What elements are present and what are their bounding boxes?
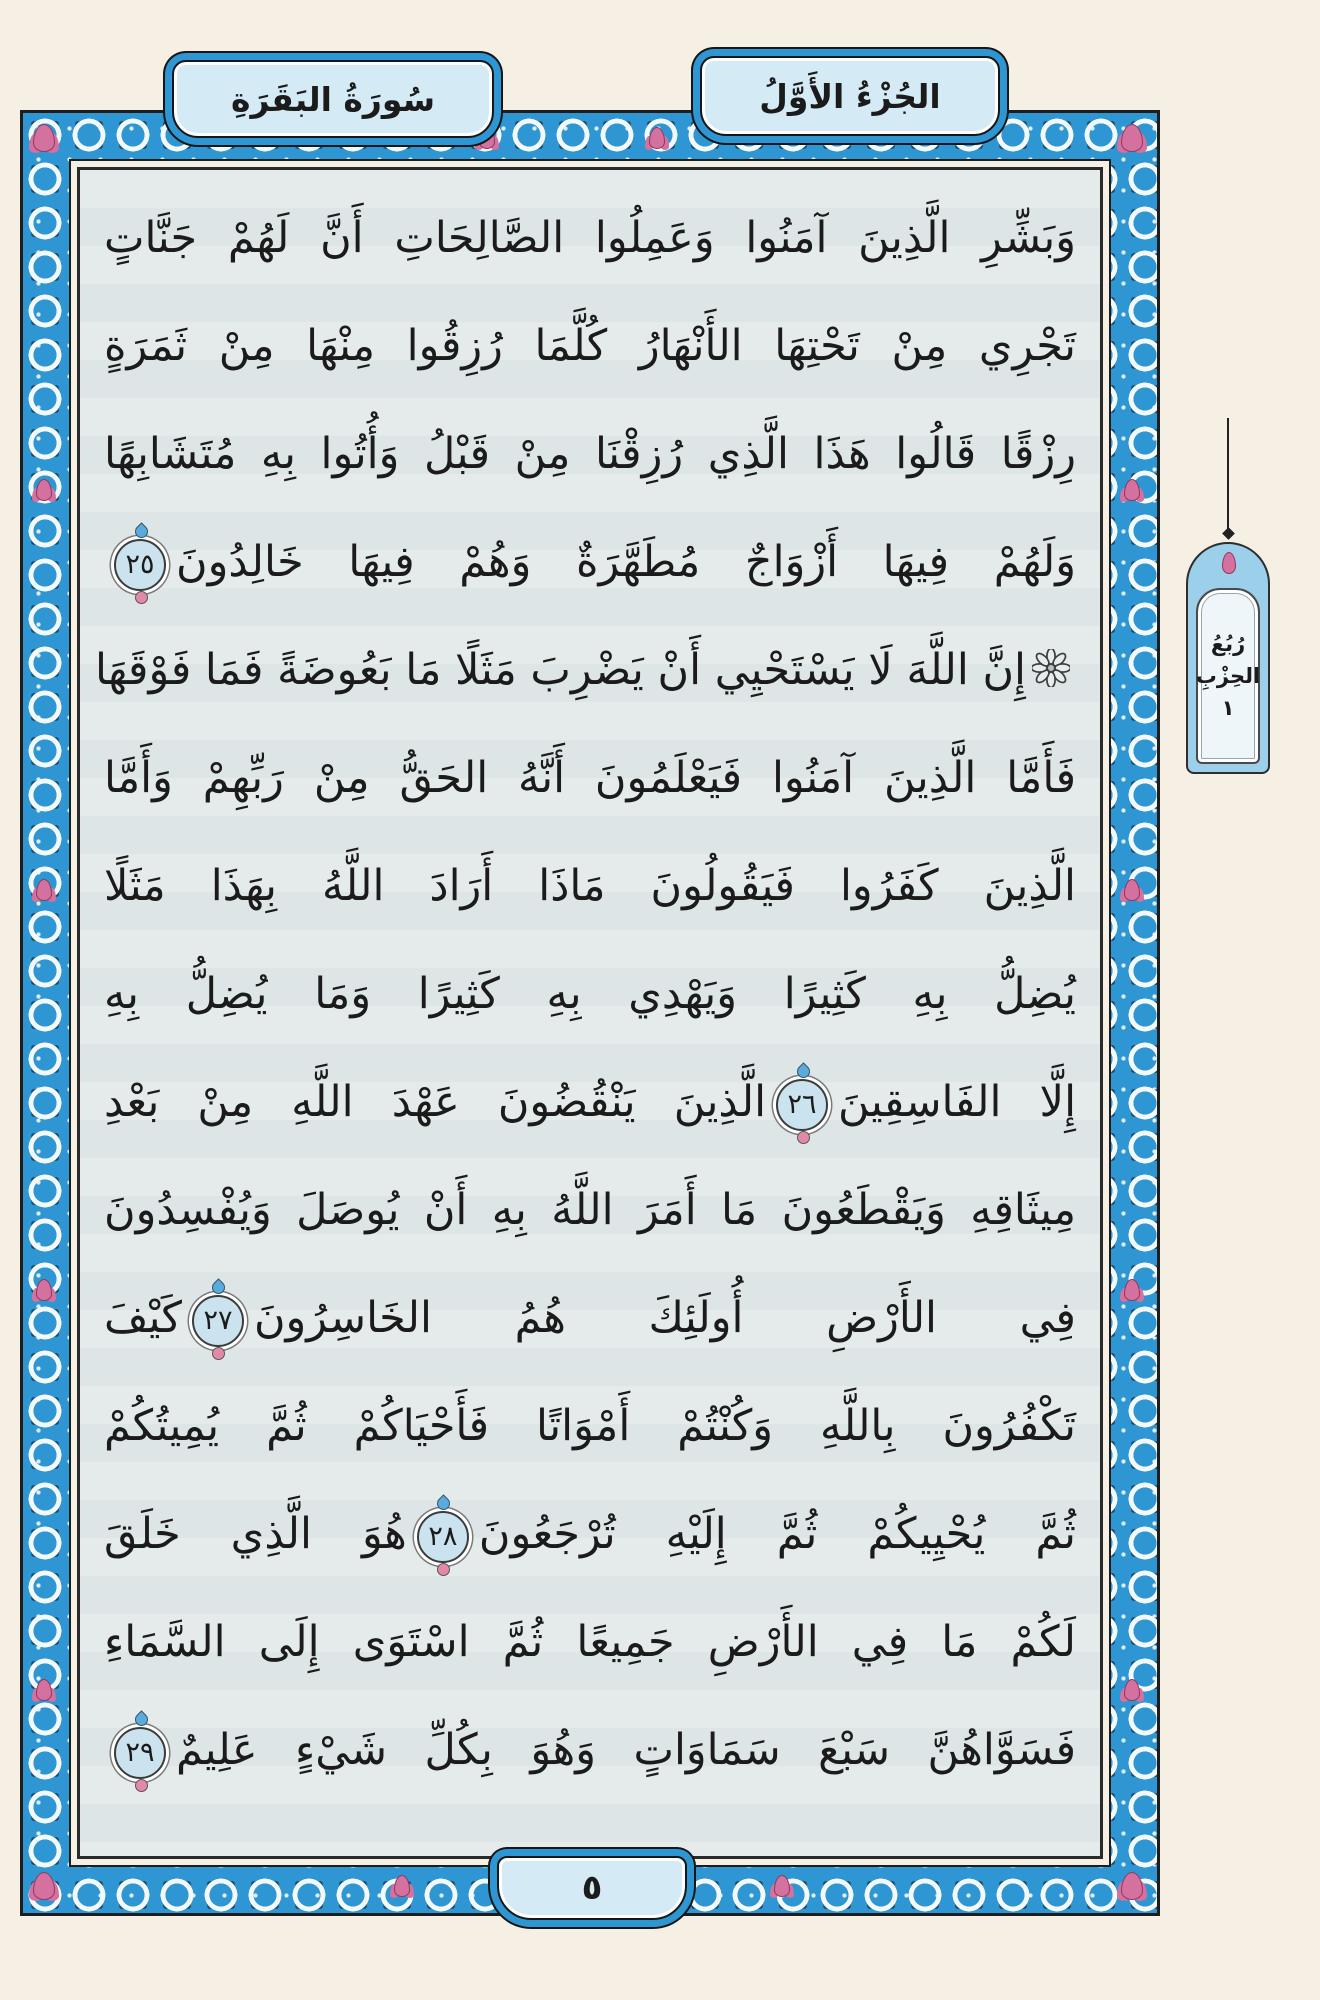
quran-line <box>104 1156 1076 1264</box>
quran-text: لَكُمْ مَا فِي الأَرْضِ جَمِيعًا ثُمَّ اسْتَوَى إِلَى السَّمَاءِ <box>104 1617 1076 1667</box>
ayah-marker: ٢٥ <box>114 539 166 591</box>
hizb-marker-word-2: الحِزْبِ <box>1195 663 1261 688</box>
quran-text: مِيثَاقِهِ وَيَقْطَعُونَ مَا أَمَرَ اللَّهُ بِهِ أَنْ يُوصَلَ وَيُفْسِدُونَ <box>104 1185 1076 1235</box>
page-number-label: ٥ <box>581 1868 603 1908</box>
quran-text: الَّذِينَ يَنْقُضُونَ عَهْدَ اللَّهِ مِنْ بَعْدِ <box>104 1077 767 1127</box>
quran-line <box>104 1588 1076 1696</box>
surah-name-cartouche <box>172 60 494 138</box>
border-inner-gap <box>69 159 1111 1867</box>
quran-text: إِنَّ اللَّهَ لَا يَسْتَحْيِي أَنْ يَضْرِبَ مَثَلًا مَا بَعُوضَةً فَمَا فَوْقَهَا <box>95 645 1026 695</box>
surah-name-label: سُورَةُ البَقَرَةِ <box>230 79 436 119</box>
quran-line <box>104 1372 1076 1480</box>
ayah-marker: ٢٩ <box>114 1727 166 1779</box>
quran-text-area <box>77 167 1103 1859</box>
quran-line <box>104 1264 1076 1372</box>
quran-line <box>104 508 1076 616</box>
flower-ornament-icon <box>1124 879 1140 901</box>
quran-line <box>104 940 1076 1048</box>
flower-ornament-icon <box>36 1279 52 1301</box>
quran-text: وَبَشِّرِ الَّذِينَ آمَنُوا وَعَمِلُوا الصَّالِحَاتِ أَنَّ لَهُمْ جَنَّاتٍ <box>104 213 1076 263</box>
hizb-marker-dome-icon <box>1186 542 1270 774</box>
quran-text: فَسَوَّاهُنَّ سَبْعَ سَمَاوَاتٍ وَهُوَ بِكُلِّ شَيْءٍ عَلِيمٌ <box>176 1725 1076 1775</box>
quran-text: تَجْرِي مِنْ تَحْتِهَا الأَنْهَارُ كُلَّمَا رُزِقُوا مِنْهَا مِنْ ثَمَرَةٍ <box>104 321 1076 371</box>
ornamental-border-frame <box>20 110 1160 1916</box>
quran-text: إِلَّا الفَاسِقِينَ <box>838 1077 1077 1127</box>
quran-line <box>95 616 1076 724</box>
page-number-cartouche <box>497 1856 687 1920</box>
hizb-marker-stem <box>1227 418 1229 536</box>
quran-line <box>104 832 1076 940</box>
quran-lines <box>95 184 1077 1804</box>
flower-ornament-icon <box>1124 1679 1140 1701</box>
quran-text: فِي الأَرْضِ أُولَئِكَ هُمُ الخَاسِرُونَ <box>253 1293 1076 1343</box>
flower-ornament-icon <box>36 479 52 501</box>
quran-line <box>104 1696 1076 1804</box>
quran-text: فَأَمَّا الَّذِينَ آمَنُوا فَيَعْلَمُونَ أَنَّهُ الحَقُّ مِنْ رَبِّهِمْ وَأَمَّا <box>104 753 1076 803</box>
quran-line <box>104 1480 1076 1588</box>
quran-text: تَكْفُرُونَ بِاللَّهِ وَكُنْتُمْ أَمْوَاتًا فَأَحْيَاكُمْ ثُمَّ يُمِيتُكُمْ <box>104 1401 1076 1451</box>
flower-ornament-icon <box>774 1875 790 1897</box>
flower-ornament-icon <box>36 1679 52 1701</box>
flower-ornament-icon <box>394 1875 410 1897</box>
hizb-quarter-marker <box>1186 418 1270 774</box>
ayah-marker: ٢٧ <box>192 1295 244 1347</box>
quran-line <box>104 1048 1076 1156</box>
quran-line <box>104 184 1076 292</box>
hizb-marker-word-1: رُبُعُ <box>1210 631 1246 656</box>
quran-text: ثُمَّ يُحْيِيكُمْ ثُمَّ إِلَيْهِ تُرْجَعُونَ <box>478 1509 1076 1559</box>
quran-line <box>104 292 1076 400</box>
quran-text: هُوَ الَّذِي خَلَقَ <box>104 1509 407 1559</box>
rub-el-hizb-star-icon <box>1032 619 1070 727</box>
quran-text: يُضِلُّ بِهِ كَثِيرًا وَيَهْدِي بِهِ كَثِيرًا وَمَا يُضِلُّ بِهِ <box>104 969 1076 1019</box>
quran-text: كَيْفَ <box>104 1293 182 1343</box>
flower-ornament-icon <box>1124 1279 1140 1301</box>
hizb-marker-panel <box>1196 588 1260 764</box>
ayah-marker: ٢٦ <box>776 1079 828 1131</box>
quran-text: رِزْقًا قَالُوا هَذَا الَّذِي رُزِقْنَا مِنْ قَبْلُ وَأُتُوا بِهِ مُتَشَابِهًا <box>104 429 1076 479</box>
quran-line <box>104 724 1076 832</box>
ayah-marker: ٢٨ <box>417 1511 469 1563</box>
quran-line <box>104 400 1076 508</box>
flower-ornament-icon <box>1124 479 1140 501</box>
quran-text: وَلَهُمْ فِيهَا أَزْوَاجٌ مُطَهَّرَةٌ وَهُمْ فِيهَا خَالِدُونَ <box>176 537 1076 587</box>
hizb-marker-number: ١ <box>1221 696 1235 721</box>
flower-ornament-icon <box>649 127 665 149</box>
flower-ornament-icon <box>36 879 52 901</box>
juz-name-cartouche <box>700 56 1000 136</box>
quran-text: الَّذِينَ كَفَرُوا فَيَقُولُونَ مَاذَا أَرَادَ اللَّهُ بِهَذَا مَثَلًا <box>104 861 1076 911</box>
juz-name-label: الجُزْءُ الأَوَّلُ <box>759 76 941 116</box>
